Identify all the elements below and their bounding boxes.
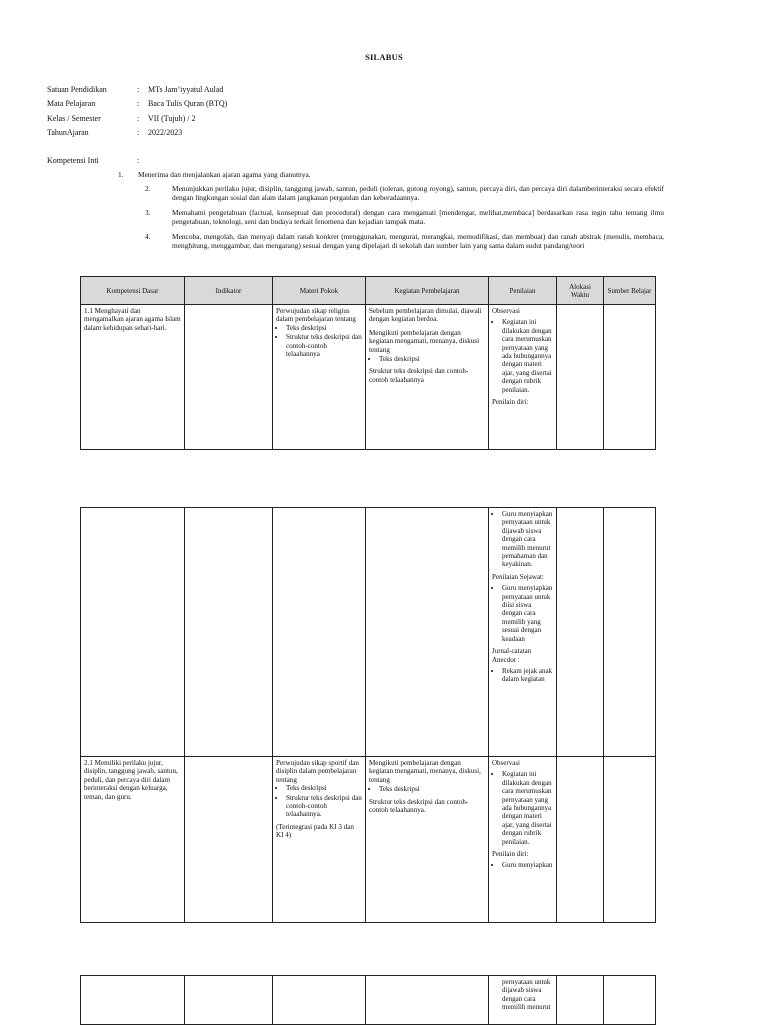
cell-penilaian — [489, 757, 557, 923]
materi-intro: Perwujudan sikap religius dalam pembelajaran tentang — [276, 307, 356, 324]
ki-item-4 — [145, 232, 664, 250]
ki-text: Memahami pengetahuan (factual, konseptual dan procedural) dengan cara mengamati [mendengar, melihat,membaca] berdasarkan rasa ingin tahu tentang ilmu pengetahuan, teknologi, seni dan budaya terkait fenomena dan kejadian tampak mata. — [172, 208, 664, 226]
ki-item-3 — [145, 208, 664, 226]
ki-item-1 — [118, 170, 658, 179]
cell-indikator — [185, 305, 273, 450]
syllabus-table-2 — [80, 507, 656, 923]
materi-item: • Struktur teks deskripsi dan contoh-contoh telaahannya. — [286, 794, 362, 819]
cell-sumber-belajar — [604, 508, 656, 757]
penilaian-heading: Observasi — [492, 307, 520, 315]
ki-label: Kompetensi Inti — [47, 156, 99, 165]
header-materi-pokok: Materi Pokok — [273, 277, 366, 305]
penilaian-heading: Observasi — [492, 759, 520, 767]
penilaian-item: • Guru menyiapkan pernyataan untuk diisi siswa dengan cara memilih yang sesuai dengan keadaan — [502, 584, 553, 643]
header-kegiatan: Kegiatan Pembelajaran — [366, 277, 489, 305]
header-indikator: Indikator — [185, 277, 273, 305]
cell-alokasi-waktu — [557, 305, 604, 450]
cell-kompetensi-dasar — [81, 305, 185, 450]
penilaian-continued: pernyataan untuk dijawab siswa dengan cara memilih menurut — [502, 978, 551, 1012]
ki-number: 3. — [145, 208, 151, 217]
identity-colon: : — [137, 127, 140, 137]
penilaian-item: • Kegiatan ini dilakukan dengan cara merumuskan pernyataan yang ada hubungannya dengan materi ajar, yang disertai dengan rubrik penilaian. — [502, 770, 553, 846]
cell-kompetensi-dasar — [81, 976, 185, 1025]
cell-materi-pokok — [273, 976, 366, 1025]
header-sumber-belajar: Sumber Belajar — [604, 277, 656, 305]
cell-alokasi-waktu — [557, 976, 604, 1025]
cell-materi-pokok — [273, 305, 366, 450]
table-header-row — [81, 277, 656, 305]
ki-number: 4. — [145, 232, 151, 241]
identity-row-class — [47, 114, 227, 128]
identity-colon: : — [137, 99, 140, 109]
penilaian-item: • Kegiatan ini dilakukan dengan cara merumuskan pernyataan yang ada hubungannya dengan materi ajar, yang disertai dengan rubrik penilaian. — [502, 318, 553, 394]
kegiatan-text: Mengikuti pembelajaran dengan kegiatan mengamati, menanya, diskusi tentang — [369, 328, 480, 354]
cell-materi-pokok — [273, 508, 366, 757]
table-row — [81, 508, 656, 757]
cell-materi-pokok — [273, 757, 366, 923]
cell-kegiatan — [366, 305, 489, 450]
identity-value: MTs Jam’iyyatul Aulad — [148, 85, 224, 94]
cell-indikator — [185, 757, 273, 923]
cell-kompetensi-dasar — [81, 508, 185, 757]
cell-alokasi-waktu — [557, 508, 604, 757]
materi-note: (Terintegrasi pada KI 3 dan KI 4) — [276, 822, 354, 840]
identity-label: Mata Pelajaran — [47, 99, 96, 109]
materi-intro: Perwujudan sikap sportif dan disiplin dalam pembelajaran tentang — [276, 759, 359, 784]
penilaian-item: • Rekam jejak anak dalam kegiatan — [502, 667, 553, 684]
identity-colon: : — [137, 85, 140, 94]
cell-sumber-belajar — [604, 976, 656, 1025]
ki-colon: : — [137, 156, 140, 165]
identity-block — [47, 85, 227, 142]
table-row — [81, 976, 656, 1025]
identity-value: 2022/2023 — [148, 127, 183, 137]
cell-kegiatan — [366, 508, 489, 757]
syllabus-table-3 — [80, 975, 656, 1025]
cell-sumber-belajar — [604, 757, 656, 923]
ki-number: 2. — [145, 184, 151, 193]
ki-text: Menerima dan menjalankan ajaran agama yang dianutnya. — [138, 170, 311, 179]
penilaian-heading: Penilain diri: — [492, 398, 529, 407]
kd-text: 2.1 Memiliki perilaku jujur, disiplin, tanggung jawab, santun, peduli, dan percaya diri dalam berinteraksi dengan keluarga, teman, dan guru. — [84, 759, 178, 801]
table-row — [81, 757, 656, 923]
materi-item: • Teks deskripsi — [286, 324, 362, 332]
kegiatan-text: Sebelum pembelajaran dimulai, diawali dengan kegiatan berdoa. — [369, 307, 482, 324]
penilaian-heading: Penilain diri: — [492, 850, 529, 859]
materi-item: • Struktur teks deskripsi dan contoh-contoh telaahannya — [286, 333, 362, 358]
ki-text: Menunjukkan perilaku jujur, disiplin, tanggung jawab, santun, peduli (toleran, gotong royong), santun, percaya diri, dan percaya diri dalamberinteraksi secara efektif dengan lingkungan sosial dan alam dalam jangkauan pergaulan dan keberadaannya. — [172, 184, 664, 202]
cell-penilaian — [489, 976, 557, 1025]
kegiatan-text: Struktur teks deskripsi dan contoh-contoh telaahannya — [369, 367, 469, 384]
cell-kegiatan — [366, 976, 489, 1025]
cell-alokasi-waktu — [557, 757, 604, 923]
ki-number: 1. — [118, 170, 124, 179]
identity-label: Kelas / Semester — [47, 113, 101, 123]
ki-heading — [47, 156, 139, 165]
kd-text: 1.1 Menghayati dan mengamalkan ajaran agama Islam dalam kehidupan sehari-hari. — [84, 307, 181, 332]
cell-sumber-belajar — [604, 305, 656, 450]
ki-item-2 — [145, 184, 664, 202]
syllabus-table-1 — [80, 276, 656, 450]
table-row — [81, 305, 656, 450]
identity-row-school — [47, 85, 227, 99]
penilaian-heading: Jurnal-catatan Anecdot : — [492, 647, 532, 664]
penilaian-item: • Guru menyiapkan — [502, 861, 553, 869]
penilaian-item: • Guru menyiapkan pernyataan untuk dijawab siswa dengan cara memilih menurut pemahaman dan keyakinan. — [502, 510, 553, 569]
header-penilaian: Penilaian — [489, 277, 557, 305]
identity-value: Baca Tulis Quran (BTQ) — [148, 99, 228, 109]
identity-value: VII (Tujuh) / 2 — [148, 113, 196, 123]
cell-indikator — [185, 508, 273, 757]
identity-row-year — [47, 128, 227, 142]
kegiatan-text: Mengikuti pembelajaran dengan kegiatan mengamati, menanya, diskusi, tentang — [369, 759, 481, 784]
document-title: SILABUS — [365, 52, 403, 62]
cell-penilaian — [489, 305, 557, 450]
materi-item: • Teks deskripsi — [286, 784, 362, 792]
kegiatan-item: • Teks deskripsi — [379, 785, 485, 793]
identity-label: TahunAjaran — [47, 127, 89, 137]
identity-row-subject — [47, 99, 227, 113]
header-alokasi-waktu: Alokasi Waktu — [557, 277, 604, 305]
penilaian-heading: Penilaian Sejawat: — [492, 572, 544, 581]
cell-kompetensi-dasar — [81, 757, 185, 923]
ki-text: Mencoba, mengolah, dan menyaji dalam ranah konkret (menggunakan, mengurai, merangkai, memodifikasi, dan membuat) dan ranah abstrak (menulis, membaca, menghitung, menggambar, dan mengarang) sesuai dengan yang dipelajari di sekolah dan sumber lain yang sama dalam sudut pandang/teori — [172, 232, 664, 250]
identity-label: Satuan Pendidikan — [47, 85, 107, 94]
cell-indikator — [185, 976, 273, 1025]
header-kompetensi-dasar: Kompetensi Dasar — [81, 277, 185, 305]
kegiatan-item: • Teks deskripsi — [379, 355, 485, 363]
identity-colon: : — [137, 113, 140, 123]
cell-kegiatan — [366, 757, 489, 923]
kegiatan-text: Struktur teks deskripsi dan contoh-contoh telaahannya. — [369, 797, 469, 815]
cell-penilaian — [489, 508, 557, 757]
